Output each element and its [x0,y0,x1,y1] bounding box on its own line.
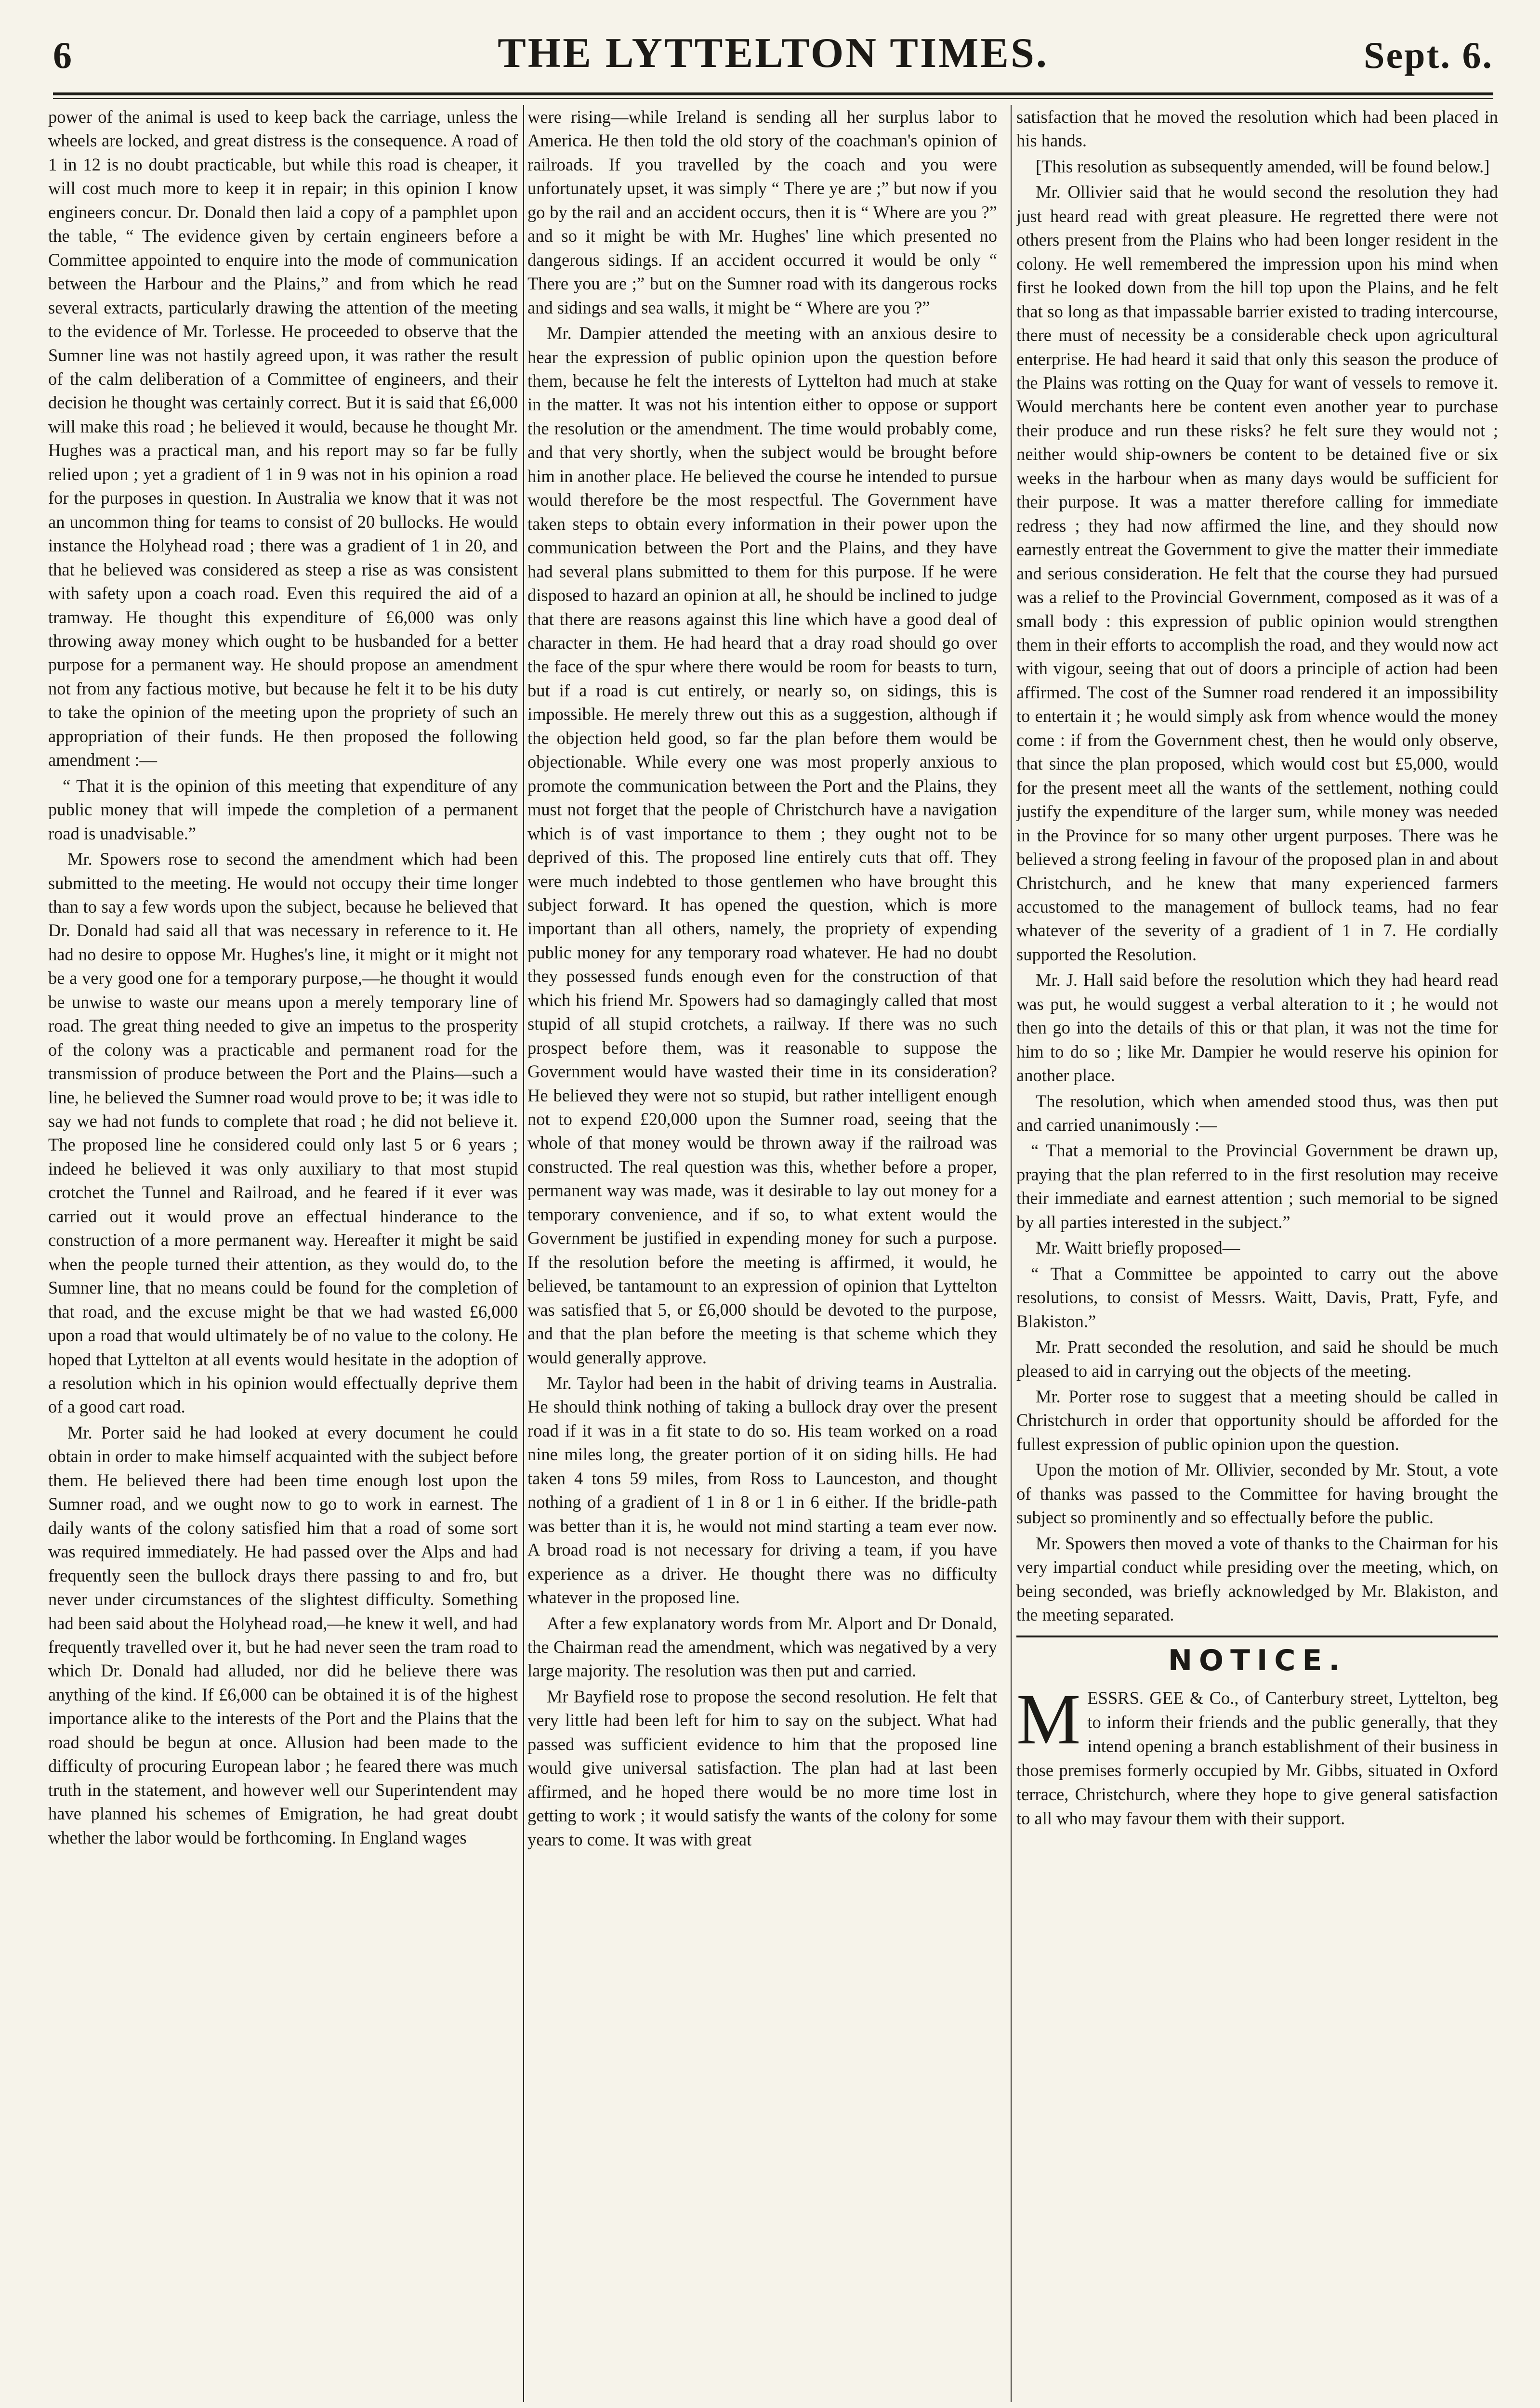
paragraph: Mr. Dampier attended the meeting with an anxious desire to hear the expression of public opinion upon the question before them, because he felt the interests of Lyttelton had much at stake in the matter. It was not his intention either to oppose or support the resolution or the amendment. The time would probably come, and that very shortly, when the subject would be brought before him in another place. He believed the course he intended to pursue would therefore be the most respectful. The Government have taken steps to obtain every information in their power upon the communication between the Port and the Plains, and they have had several plans submitted to them for this purpose. If he were disposed to hazard an opinion at all, he should be inclined to judge that there are reasons against this line which have a good deal of character in them. He had heard that a dray road should go over the face of the spur where there would be room for beasts to turn, but if a road is cut entirely, or nearly so, on sidings, this is impossible. He merely threw out this as a suggestion, although if the objection held good, so far the plan before them would be objectionable. While every one was most properly anxious to promote the communication between the Port and the Plains, they must not forget that the people of Christchurch have a navigation which is of vast importance to them ; they ought not to be deprived of this. The proposed line entirely cuts that off. They were much indebted to those gentlemen who have brought this subject forward. It has opened the question, which is more important than all others, namely, the propriety of expending public money for any temporary road whatever. He had no doubt they possessed funds enough even for the construction of that which his friend Mr. Spowers had so damagingly called that most stupid of all stupid crotchets, a railway. If there was no such prospect before them, was it reasonable to suppose the Government would have wasted their time in its consideration? He believed they were not so stupid, but rather intelligent enough not to expend £20,000 upon the Sumner road, seeing that the whole of that money would be thrown away if the railroad was constructed. The real question was this, whether before a proper, permanent way was made, was it desirable to lay out money for a temporary convenience, and if so, to what extent would the Government be justified in expending money for such a purpose. If the resolution before the meeting is affirmed, it would, he believed, be tantamount to an expression of opinion that Lyttelton was satisfied that 5, or £6,000 should be devoted to the purpose, and that the plan before the meeting is that scheme which they would generally approve. [527,323,997,1367]
notice-rule [1016,1636,1498,1637]
masthead-rule [53,92,1493,95]
newspaper-title: THE LYTTELTON TIMES. [498,30,1049,77]
column-3 [1016,105,1498,2407]
column-1 [48,105,518,2407]
column-2 [527,105,997,2407]
paragraph: satisfaction that he moved the resolution which had been placed in his hands. [1016,107,1498,151]
paragraph: Mr. Ollivier said that he would second the resolution they had just heard read with great pleasure. He regretted there were not others present from the Plains who had been longer resident in the colony. He well remembered the impression upon his mind when first he looked down from the hill top upon the Plains, and he felt that so long as that impassable barrier existed to trading intercourse, there must of necessity be a considerable check upon agricultural enterprise. He had heard it said that only this season the produce of the Plains was rotting on the Quay for want of vessels to remove it. Would merchants here be content even another year to purchase their produce and run these risks? he felt sure they would not ; neither would ship-owners be content to be detained five or six weeks in the harbour when as many days would be sufficient for their purpose. It was a matter therefore calling for immediate redress ; they had now affirmed the line, and they should now earnestly entreat the Government to give the matter their immediate and serious consideration. He felt that the course they had pursued was a relief to the Provincial Government, composed as it was of a small body : this expression of public opinion would strengthen them in their efforts to accomplish the road, and they would now act with vigour, seeing that out of doors a principle of action had been affirmed. The cost of the Sumner road rendered it an impossibility to entertain it ; he would simply ask from whence would the money come : if from the Government chest, then he would only observe, that since the plan proposed, which would cost but £5,000, would for the present meet all the wants of the settlement, nothing could justify the expenditure of the larger sum, while money was needed in the Province for so many other urgent purposes. There was he believed a strong feeling in favour of the proposed plan in and about Christchurch, and he knew that many experienced farmers accustomed to the management of bullock teams, had no fear whatever of the severity of a gradient of 1 in 7. He cordially supported the Resolution. [1016,182,1498,964]
paragraph: Mr. Waitt briefly proposed— [1036,1238,1240,1258]
paragraph: Mr. J. Hall said before the resolution which they had heard read was put, he would suggest a verbal alteration to it ; he would not then go into the details of this or that plan, it was not the time for him to do so ; like Mr. Dampier he would reserve his opinion for another place. [1016,970,1498,1086]
paragraph: After a few explanatory words from Mr. Alport and Dr Donald, the Chairman read the amendment, which was negatived by a very large majority. The resolution was then put and carried. [527,1613,997,1681]
paragraph: were rising—while Ireland is sending all her surplus labor to America. He then told the old story of the coachman's opinion of railroads. If you travelled by the coach and you were unfortunately upset, it was simply “ There ye are ;” but now if you go by the rail and an accident occurs, then it is “ Where are you ?” and so it might be with Mr. Hughes' line which presented no dangerous sidings. If an accident occurred it would be only “ There you are ;” but on the Sumner road with its dangerous rocks and sidings and sea walls, it might be “ Where are you ?” [527,107,997,317]
paragraph: Mr Bayfield rose to propose the second resolution. He felt that very little had been left for him to say on the subject. What had passed was sufficient evidence to him that the proposed line would give universal satisfaction. The plan had at last been affirmed, and he hoped there would be no more time lost in getting to work ; it would satisfy the wants of the colony for some years to come. It was with great [527,1686,997,1849]
paragraph: The resolution, which when amended stood thus, was then put and carried unanimously :— [1016,1091,1498,1135]
paragraph: power of the animal is used to keep back the carriage, unless the wheels are locked, and great distress is the consequence. A road of 1 in 12 is no doubt practicable, but while this road is cheaper, it will cost much more to keep it in repair; in this opinion I know engineers concur. Dr. Donald then laid a copy of a pamphlet upon the table, “ The evidence given by certain engineers before a Committee appointed to enquire into the mode of communication between the Harbour and the Plains,” and from which he read several extracts, particularly drawing the attention of the meeting to the evidence of Mr. Torlesse. He proceeded to observe that the Sumner line was not hastily agreed upon, it was rather the result of the calm deliberation of a Committee of engineers, and their decision he thought was certainly correct. But it is said that £6,000 will make this road ; he believed it would, because he thought Mr. Hughes was a practical man, and his report may so far be fully relied upon ; yet a gradient of 1 in 9 was not in his opinion a road for the purposes in question. In Australia we know that it was not an uncommon thing for teams to consist of 20 bullocks. He would instance the Holyhead road ; there was a gradient of 1 in 20, and that he believed was considered as steep a rise as was consistent with safety upon a coach road. Even this required the aid of a tramway. He thought this expenditure of £6,000 was only throwing away money which ought to be husbanded for a better purpose for a permanent way. He should propose an amendment not from any factious motive, but because he felt it to be his duty to take the opinion of the meeting upon the propriety of such an appropriation of their funds. He then proposed the following amendment :— [48,107,518,770]
paragraph: Mr. Spowers then moved a vote of thanks to the Chairman for his very impartial conduct while presiding over the meeting, which, on being seconded, was briefly acknowledged by Mr. Blakiston, and the meeting separated. [1016,1533,1498,1625]
editorial-note: [This resolution as subsequently amended, will be found below.] [1036,156,1490,176]
masthead-rule-thin [53,98,1493,99]
notice-heading: NOTICE. [1168,1643,1347,1677]
column-divider [523,105,524,2402]
notice-advertisement [1016,1679,1498,1831]
paragraph: Mr. Spowers rose to second the amendment which had been submitted to the meeting. He would not occupy their time longer than to say a few words upon the subject, because he believed that Dr. Donald had said all that was necessary in reference to it. He had no desire to oppose Mr. Hughes's line, it might or it might not be a very good one for a temporary purpose,—he thought it would be unwise to waste our means upon a merely temporary line of road. The great thing needed to give an impetus to the prosperity of the colony was a practicable and permanent road for the transmission of produce between the Port and the Plains—such a line, he believed the Sumner road would prove to be; it was idle to say we had not funds to complete that road ; he did not believe it. The proposed line he considered could only last 5 or 6 years ; indeed he believed it was only auxiliary to that most stupid crotchet the Tunnel and Railroad, and he feared if it ever was carried out it would prove an effectual hinderance to the construction of a more permanent way. Hereafter it might be said when the people turned their attention, as they would do, to the Sumner line, that no means could be found for the completion of that road, and the excuse might be that we had wasted £6,000 upon a road that would ultimately be of no value to the colony. He hoped that Lyttelton at all events would hesitate in the adoption of a resolution which in his opinion would effectually deprive them of a good cart road. [48,849,518,1417]
drop-cap: M [1016,1679,1081,1759]
paragraph: Mr. Porter said he had looked at every document he could obtain in order to make himself acquainted with the subject before them. He believed there had been time enough lost upon the Sumner road, and we ought now to go to work in earnest. The daily wants of the colony satisfied him that a road of some sort was required immediately. He had passed over the Alps and had frequently seen the bullock drays there passing to and fro, but never under circumstances of the slightest difficulty. Something had been said about the Holyhead road,—he knew it well, and had frequently travelled over it, but he had never seen the tram road to which Dr. Donald had alluded, nor did he believe there was anything of the kind. If £6,000 can be obtained it is of the highest importance alike to the interests of the Port and the Plains that the road should be begun at once. Allusion had been made to the difficulty of procuring European labor ; he feared there was much truth in the statement, and however well our Superintendent may have planned his schemes of Emigration, he had great doubt whether the labor would be forthcoming. In England wages [48,1422,518,1847]
paragraph: Mr. Taylor had been in the habit of driving teams in Australia. He should think nothing of taking a bullock dray over the present road if it was in a fit state to do so. His team worked on a road nine miles long, the greater portion of it on siding hills. He had taken 4 tons 59 miles, from Ross to Launceston, and thought nothing of a gradient of 1 in 8 or 1 in 6 either. If the bridle-path was better than it is, he would not mind starting a team ever now. A broad road is not necessary for driving a team, if you have experience as a driver. He thought there was no difficulty whatever in the proposed line. [527,1373,997,1608]
paragraph: Mr. Porter rose to suggest that a meeting should be called in Christchurch in order that opportunity should be afforded for the fullest expression of public opinion upon the question. [1016,1387,1498,1454]
paragraph: Upon the motion of Mr. Ollivier, seconded by Mr. Stout, a vote of thanks was passed to the Committee for having brought the subject so prominently and so effectually before the public. [1016,1460,1498,1528]
resolution-quote: “ That a memorial to the Provincial Government be drawn up, praying that the plan referred to in the first resolution may receive their immediate and earnest attention ; such memorial to be signed by all parties interested in the subject.” [1016,1140,1498,1232]
masthead [53,29,1493,87]
page-number: 6 [53,34,72,76]
issue-date: Sept. 6. [1364,34,1493,76]
column-divider [1011,105,1012,2402]
resolution-quote: “ That a Committee be appointed to carry out the above resolutions, to consist of Messrs. Waitt, Davis, Pratt, Fyfe, and Blakiston.” [1016,1263,1498,1331]
amendment-quote: “ That it is the opinion of this meeting that expenditure of any public money that will impede the completion of a permanent road is unadvisable.” [48,775,518,843]
notice-text: ESSRS. GEE & Co., of Canterbury street, Lyttelton, beg to inform their friends and the public generally, that they intend opening a branch establishment of their business in those premises formerly occupied by Mr. Gibbs, situated in Oxford terrace, Christchurch, where they hope to give general satisfaction to all who may favour them with their support. [1016,1688,1498,1828]
paragraph: Mr. Pratt seconded the resolution, and said he should be much pleased to aid in carrying out the objects of the meeting. [1016,1337,1498,1381]
